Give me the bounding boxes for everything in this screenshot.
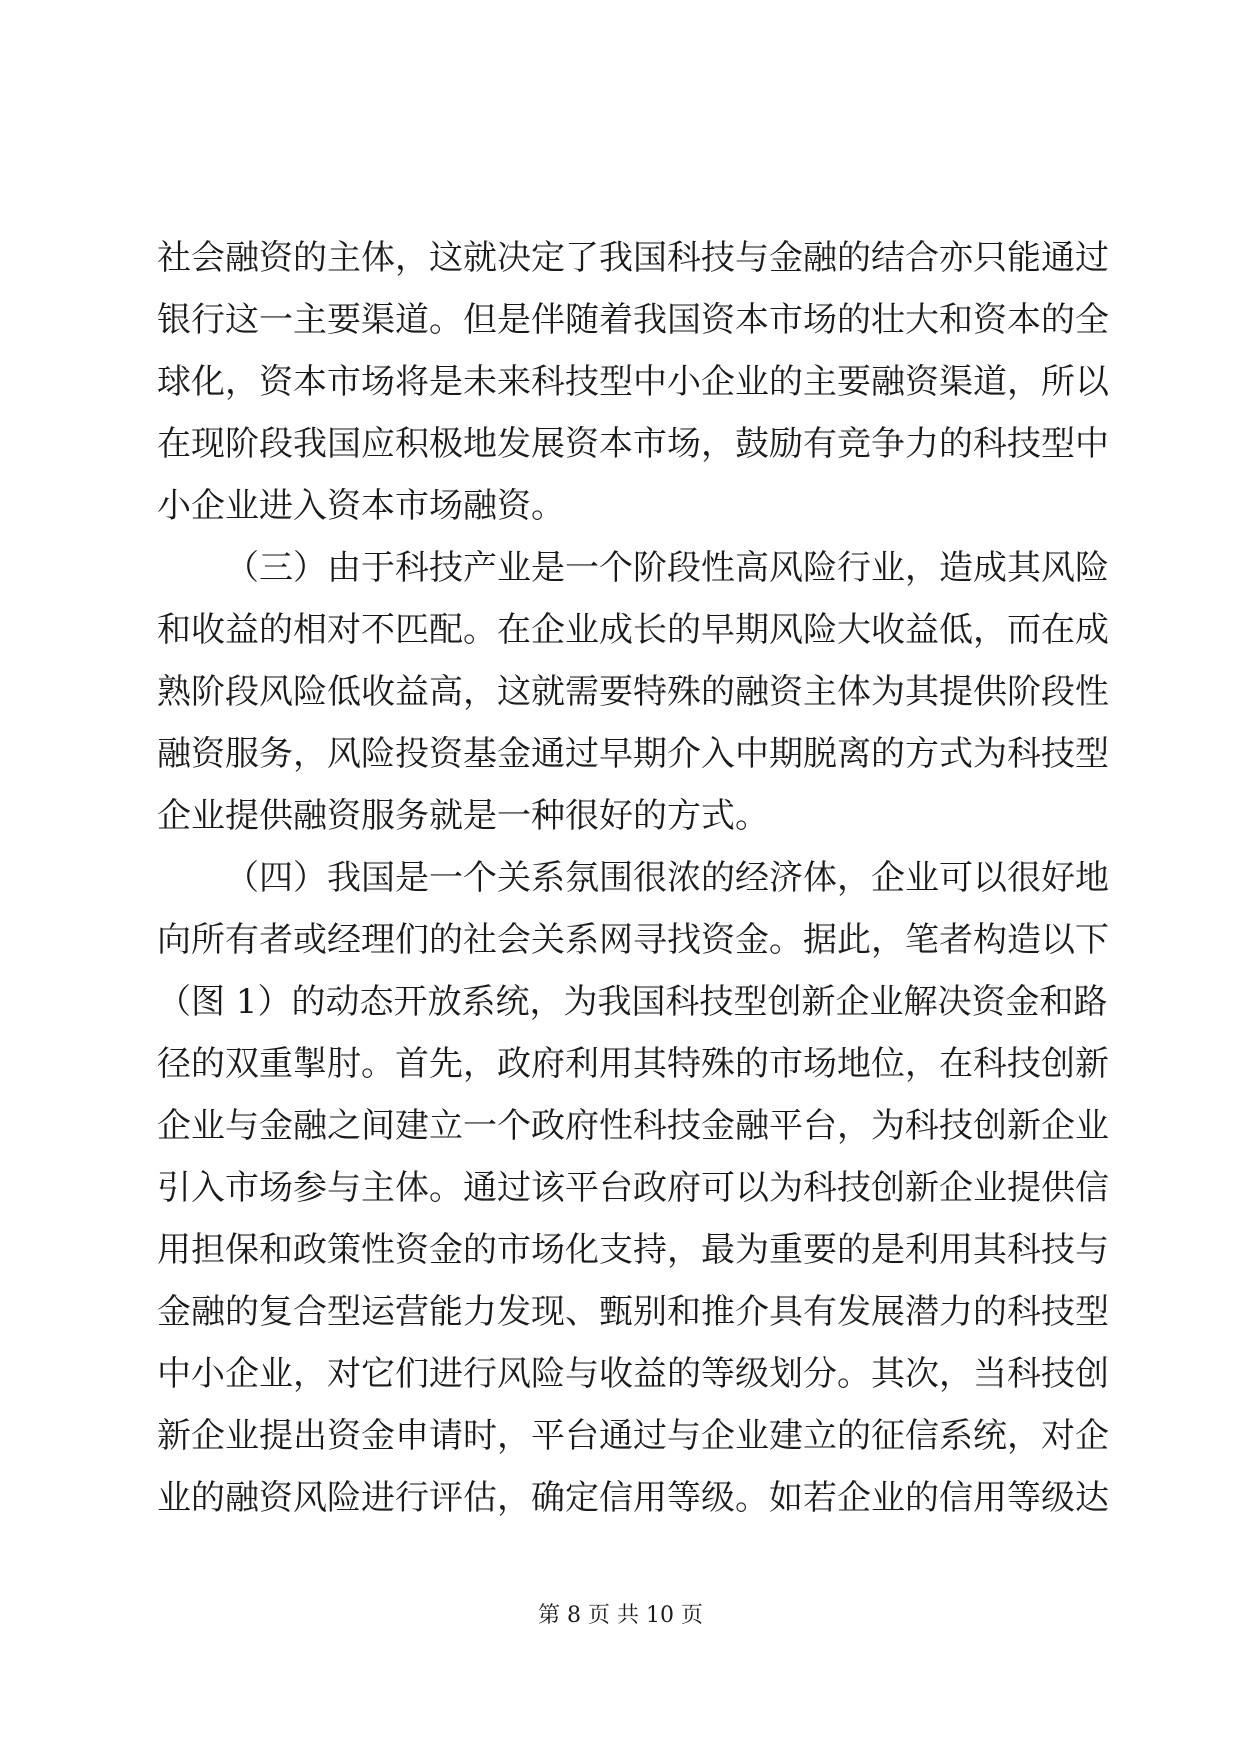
text-line: 中小企业，对它们进行风险与收益的等级划分。其次，当科技创 (157, 1354, 1109, 1394)
text-line: （三）由于科技产业是一个阶段性高风险行业，造成其风险 (225, 548, 1109, 588)
text-line: 企业与金融之间建立一个政府性科技金融平台，为科技创新企业 (157, 1106, 1109, 1146)
text-line: 金融的复合型运营能力发现、甄别和推介具有发展潜力的科技型 (157, 1292, 1109, 1332)
text-line: 球化，资本市场将是未来科技型中小企业的主要融资渠道，所以 (157, 362, 1109, 402)
page-footer: 第 8 页 共 10 页 (538, 1603, 703, 1628)
text-line: （图 1）的动态开放系统，为我国科技型创新企业解决资金和路 (157, 982, 1108, 1022)
text-line: 熟阶段风险低收益高，这就需要特殊的融资主体为其提供阶段性 (157, 672, 1109, 712)
text-line: 径的双重掣肘。首先，政府利用其特殊的市场地位，在科技创新 (157, 1044, 1109, 1084)
text-line: 和收益的相对不匹配。在企业成长的早期风险大收益低，而在成 (157, 610, 1109, 650)
text-line: 用担保和政策性资金的市场化支持，最为重要的是利用其科技与 (157, 1230, 1109, 1270)
text-line: 小企业进入资本市场融资。 (157, 486, 565, 526)
text-line: 融资服务，风险投资基金通过早期介入中期脱离的方式为科技型 (157, 734, 1109, 774)
text-line: 社会融资的主体，这就决定了我国科技与金融的结合亦只能通过 (157, 238, 1109, 278)
text-line: 新企业提出资金申请时，平台通过与企业建立的征信系统，对企 (157, 1416, 1109, 1456)
text-line: 在现阶段我国应积极地发展资本市场，鼓励有竞争力的科技型中 (157, 424, 1109, 464)
text-line: 向所有者或经理们的社会关系网寻找资金。据此，笔者构造以下 (157, 920, 1109, 960)
text-line: 银行这一主要渠道。但是伴随着我国资本市场的壮大和资本的全 (157, 300, 1109, 340)
text-line: 引入市场参与主体。通过该平台政府可以为科技创新企业提供信 (157, 1168, 1109, 1208)
text-line: （四）我国是一个关系氛围很浓的经济体，企业可以很好地 (225, 858, 1109, 898)
text-line: 企业提供融资服务就是一种很好的方式。 (157, 796, 769, 836)
document-body (157, 227, 1109, 1529)
text-line: 业的融资风险进行评估，确定信用等级。如若企业的信用等级达 (157, 1478, 1109, 1518)
